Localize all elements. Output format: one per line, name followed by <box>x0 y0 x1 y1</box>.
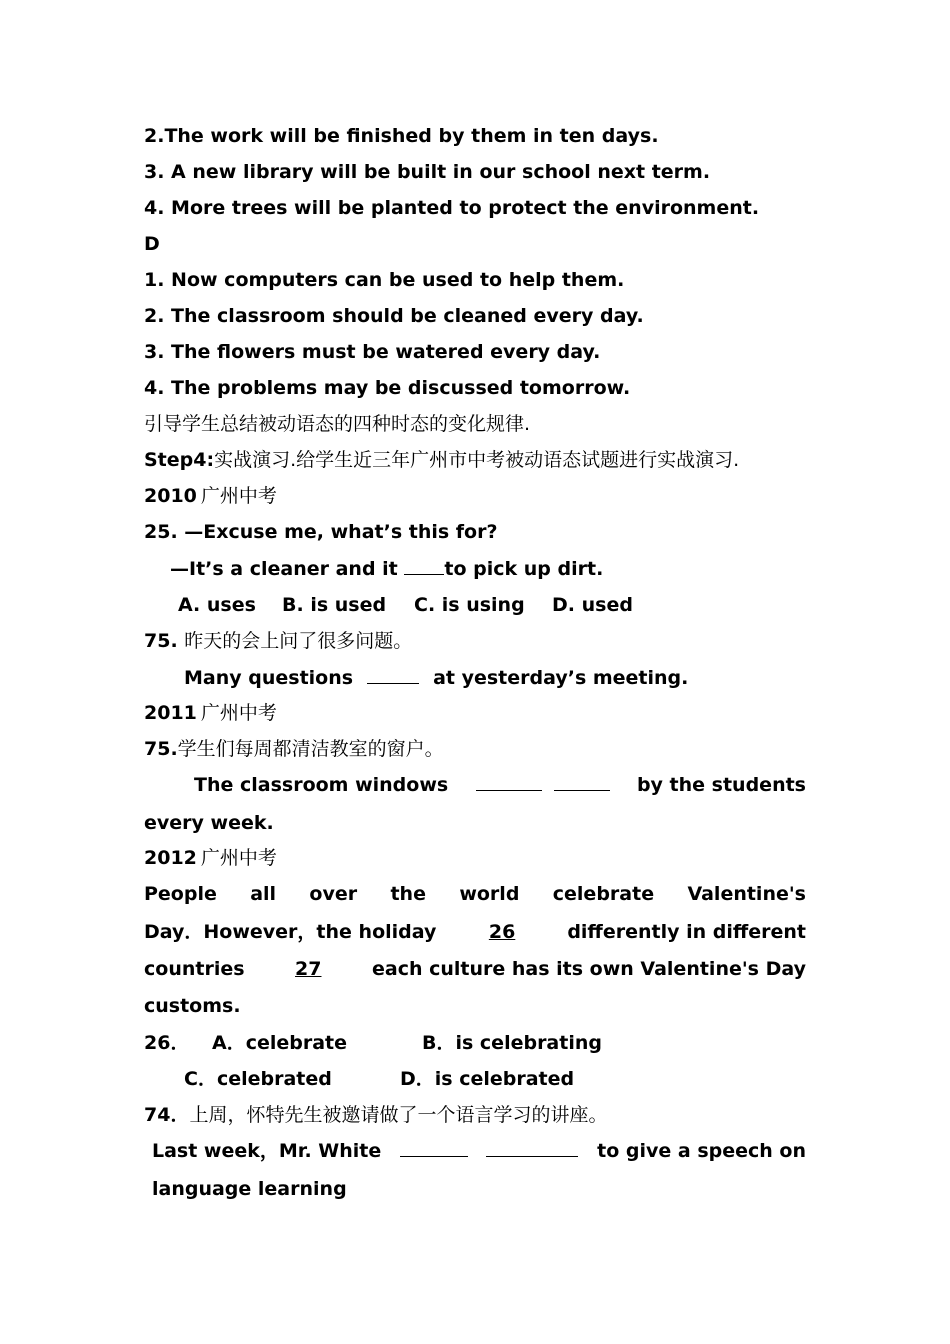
text-line: 2.The work will be finished by them in ten days. <box>144 125 659 147</box>
question-number: 75. <box>144 630 178 652</box>
answer-blank <box>404 557 444 575</box>
year-number: 2011 <box>144 702 197 724</box>
answer-text: to pick up dirt. <box>444 558 604 580</box>
option: D. used <box>552 594 633 616</box>
answer-text: The classroom windows <box>194 774 449 796</box>
options-row <box>178 593 840 617</box>
question-number: 75. <box>144 738 178 760</box>
question-chinese: 昨天的会上问了很多问题。 <box>184 630 413 652</box>
answer-line <box>184 666 846 690</box>
passage-line <box>144 882 806 906</box>
answer-line: every week. <box>144 812 274 834</box>
passage-blank-number: 27 <box>295 958 322 980</box>
answer-line <box>152 1139 806 1163</box>
answer-text: at yesterday’s meeting. <box>433 667 689 689</box>
option: B. is used <box>282 594 387 616</box>
year-label: 广州中考 <box>200 485 277 507</box>
year-number: 2010 <box>144 485 197 507</box>
step-line <box>144 448 806 472</box>
text-line: 2. The classroom should be cleaned every day. <box>144 305 644 327</box>
option: C．celebrated <box>184 1068 332 1090</box>
text-line: 1. Now computers can be used to help them. <box>144 269 625 291</box>
question-chinese: 上周，怀特先生被邀请做了一个语言学习的讲座。 <box>189 1104 608 1126</box>
option: B．is celebrating <box>422 1032 602 1054</box>
question-number: 26． <box>144 1032 190 1054</box>
passage-line <box>144 957 806 981</box>
text-line: 3. A new library will be built in our school next term. <box>144 161 711 183</box>
answer-blank <box>367 666 419 684</box>
year-label: 广州中考 <box>200 847 277 869</box>
year-label: 广州中考 <box>200 702 277 724</box>
section-heading: D <box>144 233 160 255</box>
year-heading <box>144 701 806 725</box>
passage-line <box>144 920 806 944</box>
passage-blank-number: 26 <box>488 921 516 943</box>
option: A. uses <box>178 594 256 616</box>
text-line: 3. The flowers must be watered every day. <box>144 341 601 363</box>
options-row <box>144 1031 806 1055</box>
answer-blank <box>400 1139 468 1157</box>
option: A．celebrate <box>212 1032 348 1054</box>
question-line <box>144 1103 806 1127</box>
passage-line: customs. <box>144 995 241 1017</box>
question-line: 25. —Excuse me, what’s this for? <box>144 521 498 543</box>
text-line: 4. More trees will be planted to protect the environment. <box>144 197 760 219</box>
option: D．is celebrated <box>400 1068 575 1090</box>
question-number: 74． <box>144 1104 190 1126</box>
passage-text: People all over the world celebrate Valentine's <box>144 883 806 905</box>
answer-text: by the students <box>636 774 806 796</box>
answer-blank <box>554 773 610 791</box>
question-line <box>144 629 806 653</box>
passage-text: countries <box>144 958 245 980</box>
instruction-text: 引导学生总结被动语态的四种时态的变化规律. <box>144 413 531 435</box>
passage-text: differently in different <box>567 921 806 943</box>
passage-text: Day．However，the holiday <box>144 921 437 943</box>
answer-text: Many questions <box>184 667 354 689</box>
answer-line <box>194 773 806 797</box>
option: C. is using <box>414 594 525 616</box>
answer-blank <box>486 1139 578 1157</box>
answer-text: to give a speech on <box>597 1140 806 1162</box>
answer-line: language learning <box>152 1178 347 1200</box>
question-chinese: 学生们每周都清洁教室的窗户。 <box>177 738 444 760</box>
question-line <box>144 737 806 761</box>
answer-text: Last week，Mr. White <box>152 1140 382 1162</box>
instruction-line <box>144 412 806 436</box>
year-heading <box>144 846 806 870</box>
step-text: 实战演习.给学生近三年广州市中考被动语态试题进行实战演习. <box>214 449 740 471</box>
year-number: 2012 <box>144 847 197 869</box>
step-label: Step4: <box>144 449 215 471</box>
answer-text: —It’s a cleaner and it <box>170 558 405 580</box>
text-line: 4. The problems may be discussed tomorrow. <box>144 377 631 399</box>
options-row <box>184 1067 846 1091</box>
year-heading <box>144 484 806 508</box>
passage-text: each culture has its own Valentine's Day <box>372 958 806 980</box>
answer-blank <box>476 773 542 791</box>
answer-line <box>170 557 832 581</box>
